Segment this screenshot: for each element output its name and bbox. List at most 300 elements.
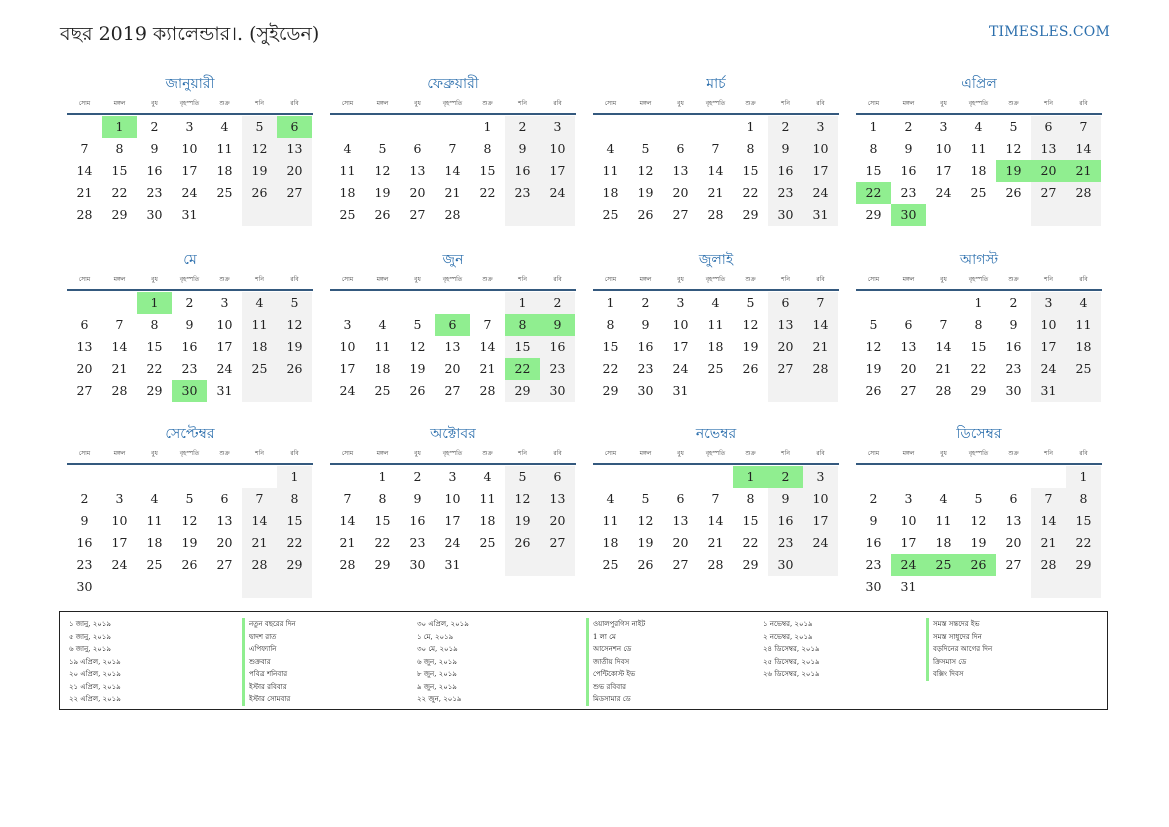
legend-holiday-name: বক্সিং দিবস	[926, 668, 963, 681]
week-row	[67, 116, 313, 138]
day-cell: 16	[1005, 339, 1022, 354]
weekday-label: শনি	[781, 100, 790, 107]
weekday-header	[330, 94, 576, 115]
day-cell: 29	[970, 383, 987, 398]
day-cell: 5	[746, 295, 755, 310]
day-cell: 22	[742, 535, 759, 550]
week-row	[330, 532, 576, 554]
day-cell: 22	[1066, 532, 1101, 554]
week-row	[330, 182, 576, 204]
empty-cell	[926, 466, 961, 488]
weekday-label: মঙ্গল	[376, 100, 389, 107]
day-cell: 3	[904, 491, 913, 506]
day-cell: 11	[602, 513, 619, 528]
day-cell: 23	[146, 185, 163, 200]
weekday-header	[593, 94, 839, 115]
day-cell: 6	[768, 292, 803, 314]
day-cell: 18	[146, 535, 163, 550]
day-cell: 18	[216, 163, 233, 178]
empty-cell	[926, 576, 961, 598]
month-name: ফেব্রুয়ারী	[427, 76, 479, 92]
day-cell: 6	[676, 491, 685, 506]
day-cell: 21	[76, 185, 93, 200]
day-cell: 18	[602, 535, 619, 550]
weekday-label: বৃহস্পতি	[179, 276, 200, 283]
day-cell: 26	[409, 383, 426, 398]
day-cell: 11	[216, 141, 233, 156]
empty-cell	[330, 116, 365, 138]
day-cell: 18	[970, 163, 987, 178]
day-cell: 27	[1031, 182, 1066, 204]
day-cell: 7	[939, 317, 948, 332]
week-row	[330, 554, 576, 576]
day-cell: 15	[865, 163, 882, 178]
day-cell: 8	[483, 141, 492, 156]
empty-cell	[277, 576, 312, 598]
weekday-header	[593, 270, 839, 291]
day-cell: 12	[505, 488, 540, 510]
day-cell: 18	[479, 513, 496, 528]
weekday-label: সোম	[78, 276, 91, 283]
empty-cell	[540, 204, 575, 226]
day-cell: 10	[181, 141, 198, 156]
week-row	[67, 576, 313, 598]
day-cell: 8	[378, 491, 387, 506]
month-name: সেপ্টেম্বর	[165, 426, 215, 442]
day-cell: 12	[742, 317, 759, 332]
weekday-label: সোম	[604, 276, 617, 283]
empty-cell	[1031, 466, 1066, 488]
weekday-label: রবি	[553, 100, 562, 107]
day-cell: 19	[637, 185, 654, 200]
week-row	[330, 336, 576, 358]
day-cell: 8	[277, 488, 312, 510]
empty-cell	[628, 466, 663, 488]
day-cell: 31	[444, 557, 461, 572]
day-cell: 17	[444, 513, 461, 528]
day-cell: 22	[111, 185, 128, 200]
day-cell: 29	[1066, 554, 1101, 576]
weekday-label: শনি	[1044, 276, 1053, 283]
legend-date: ২৬ ডিসেম্বর, ২০১৯	[763, 670, 820, 678]
day-cell: 14	[479, 339, 496, 354]
day-cell: 4	[711, 295, 720, 310]
day-cell: 13	[1031, 138, 1066, 160]
weekday-label: মঙ্গল	[639, 276, 652, 283]
day-cell: 28	[242, 554, 277, 576]
weekday-label: সোম	[341, 450, 354, 457]
day-cell: 6	[1009, 491, 1018, 506]
empty-cell	[663, 466, 698, 488]
day-cell: 24	[803, 182, 838, 204]
day-cell: 10	[803, 488, 838, 510]
day-cell: 24	[891, 554, 926, 576]
month-block	[330, 424, 576, 576]
weekday-label: সোম	[341, 276, 354, 283]
month-name: মে	[183, 252, 197, 268]
day-cell: 12	[865, 339, 882, 354]
weekday-label: শুক্র	[745, 100, 756, 107]
legend-holiday-name: আসেনশন ডে	[586, 643, 631, 656]
day-cell: 21	[339, 535, 356, 550]
holiday-legend	[59, 611, 1108, 710]
day-cell: 20	[216, 535, 233, 550]
day-cell: 30	[76, 579, 93, 594]
day-cell: 25	[602, 207, 619, 222]
week-row	[593, 510, 839, 532]
weekday-label: সোম	[867, 100, 880, 107]
day-cell: 13	[540, 488, 575, 510]
weekday-header	[67, 94, 313, 115]
day-cell: 26	[374, 207, 391, 222]
day-cell: 17	[181, 163, 198, 178]
legend-date: ৫ জানু, ২০১৯	[69, 632, 111, 641]
empty-cell	[330, 292, 365, 314]
day-cell: 3	[803, 116, 838, 138]
day-cell: 24	[935, 185, 952, 200]
day-cell: 17	[935, 163, 952, 178]
weekday-label: মঙ্গল	[902, 276, 915, 283]
legend-holiday-name: ইস্টার রবিবার	[242, 681, 287, 694]
day-cell: 27	[409, 207, 426, 222]
day-cell: 7	[80, 141, 89, 156]
legend-date: ২৪ ডিসেম্বর, ২০১৯	[763, 645, 820, 653]
day-cell: 23	[768, 532, 803, 554]
day-cell: 3	[115, 491, 124, 506]
day-cell: 11	[935, 513, 952, 528]
day-cell: 8	[115, 141, 124, 156]
day-cell: 10	[935, 141, 952, 156]
legend-date: ২১ এপ্রিল, ২০১৯	[69, 682, 121, 691]
weekday-label: বৃহস্পতি	[968, 450, 989, 457]
empty-cell	[172, 576, 207, 598]
weekday-header	[856, 270, 1102, 291]
empty-cell	[1066, 204, 1101, 226]
legend-holiday-name: পেন্টিকোস্ট ইভ	[586, 668, 635, 681]
day-cell: 26	[961, 554, 996, 576]
day-cell: 13	[216, 513, 233, 528]
week-row	[593, 466, 839, 488]
day-cell: 2	[768, 116, 803, 138]
day-cell: 12	[242, 138, 277, 160]
day-cell: 19	[996, 160, 1031, 182]
day-cell: 12	[181, 513, 198, 528]
day-cell: 15	[742, 513, 759, 528]
day-cell: 13	[76, 339, 93, 354]
day-cell: 2	[904, 119, 913, 134]
legend-holiday-name: দ্বাদশ রাত	[242, 631, 276, 644]
day-cell: 23	[540, 358, 575, 380]
day-cell: 17	[900, 535, 917, 550]
empty-cell	[1066, 576, 1101, 598]
weekday-header	[593, 444, 839, 465]
day-cell: 28	[339, 557, 356, 572]
empty-cell	[277, 380, 312, 402]
day-cell: 25	[926, 554, 961, 576]
legend-date: ৩০ এপ্রিল, ২০১৯	[417, 620, 469, 628]
day-cell: 8	[1066, 488, 1101, 510]
month-name: ডিসেম্বর	[956, 426, 1002, 442]
day-cell: 20	[540, 510, 575, 532]
day-cell: 22	[856, 182, 891, 204]
day-cell: 29	[111, 207, 128, 222]
day-cell: 2	[540, 292, 575, 314]
weekday-label: শনি	[781, 276, 790, 283]
day-cell: 9	[505, 138, 540, 160]
day-cell: 6	[220, 491, 229, 506]
legend-date: ২২ জুন, ২০১৯	[417, 695, 462, 703]
empty-cell	[926, 292, 961, 314]
legend-holiday-name: শুক্রবার	[242, 656, 271, 669]
day-cell: 25	[479, 535, 496, 550]
day-cell: 30	[540, 380, 575, 402]
day-cell: 14	[242, 510, 277, 532]
empty-cell	[242, 204, 277, 226]
legend-holiday-name: শুভ রবিবার	[586, 681, 626, 694]
day-cell: 23	[900, 185, 917, 200]
day-cell: 8	[746, 491, 755, 506]
day-cell: 15	[111, 163, 128, 178]
day-cell: 1	[102, 116, 137, 138]
day-cell: 22	[602, 361, 619, 376]
week-row	[856, 336, 1102, 358]
day-cell: 22	[479, 185, 496, 200]
empty-cell	[663, 116, 698, 138]
day-cell: 10	[216, 317, 233, 332]
day-cell: 29	[865, 207, 882, 222]
day-cell: 6	[676, 141, 685, 156]
legend-holiday-name: জাতীয় দিবস	[586, 656, 629, 669]
weekday-label: রবি	[816, 276, 825, 283]
weekday-label: সোম	[867, 450, 880, 457]
day-cell: 30	[172, 380, 207, 402]
day-cell: 22	[742, 185, 759, 200]
day-cell: 10	[111, 513, 128, 528]
day-cell: 5	[185, 491, 194, 506]
weekday-label: শনি	[1044, 450, 1053, 457]
month-block	[856, 250, 1102, 402]
day-cell: 20	[900, 361, 917, 376]
week-row	[67, 466, 313, 488]
day-cell: 23	[865, 557, 882, 572]
day-cell: 16	[409, 513, 426, 528]
day-cell: 19	[242, 160, 277, 182]
day-cell: 1	[606, 295, 615, 310]
day-cell: 4	[606, 141, 615, 156]
day-cell: 24	[216, 361, 233, 376]
day-cell: 16	[768, 510, 803, 532]
legend-holiday-name: বড়দিনের আগের দিন	[926, 643, 992, 656]
weekday-label: বৃহস্পতি	[968, 100, 989, 107]
day-cell: 7	[483, 317, 492, 332]
weekday-label: বুধ	[677, 450, 684, 457]
day-cell: 19	[277, 336, 312, 358]
day-cell: 21	[242, 532, 277, 554]
day-cell: 18	[339, 185, 356, 200]
day-cell: 13	[768, 314, 803, 336]
empty-cell	[891, 466, 926, 488]
weekday-label: শুক্র	[482, 276, 493, 283]
day-cell: 31	[1031, 380, 1066, 402]
empty-cell	[996, 466, 1031, 488]
weekday-label: রবি	[816, 100, 825, 107]
page-title: বছর 2019 ক্যালেন্ডার।. (সুইডেন)	[60, 23, 320, 45]
weekday-label: বুধ	[677, 100, 684, 107]
day-cell: 11	[339, 163, 356, 178]
day-cell: 21	[803, 336, 838, 358]
day-cell: 4	[150, 491, 159, 506]
day-cell: 13	[444, 339, 461, 354]
day-cell: 25	[602, 557, 619, 572]
day-cell: 28	[803, 358, 838, 380]
day-cell: 6	[413, 141, 422, 156]
day-cell: 13	[1005, 513, 1022, 528]
day-cell: 4	[242, 292, 277, 314]
legend-date: ২ নভেম্বর, ২০১৯	[763, 632, 813, 641]
empty-cell	[698, 466, 733, 488]
day-cell: 5	[242, 116, 277, 138]
day-cell: 1	[974, 295, 983, 310]
day-cell: 17	[111, 535, 128, 550]
month-name: মার্চ	[706, 76, 726, 92]
day-cell: 3	[676, 295, 685, 310]
day-cell: 23	[76, 557, 93, 572]
weekday-label: শুক্র	[219, 276, 230, 283]
day-cell: 21	[444, 185, 461, 200]
day-cell: 28	[479, 383, 496, 398]
day-cell: 28	[707, 557, 724, 572]
day-cell: 19	[505, 510, 540, 532]
day-cell: 1	[1066, 466, 1101, 488]
day-cell: 14	[803, 314, 838, 336]
weekday-label: রবি	[290, 450, 299, 457]
day-cell: 27	[216, 557, 233, 572]
weekday-label: শুক্র	[482, 100, 493, 107]
empty-cell	[996, 576, 1031, 598]
empty-cell	[540, 554, 575, 576]
day-cell: 19	[742, 339, 759, 354]
empty-cell	[330, 466, 365, 488]
empty-cell	[102, 576, 137, 598]
day-cell: 11	[1066, 314, 1101, 336]
week-row	[593, 314, 839, 336]
day-cell: 5	[505, 466, 540, 488]
day-cell: 6	[80, 317, 89, 332]
day-cell: 14	[444, 163, 461, 178]
month-block	[593, 250, 839, 402]
day-cell: 29	[602, 383, 619, 398]
weekday-label: মঙ্গল	[113, 450, 126, 457]
day-cell: 16	[146, 163, 163, 178]
day-cell: 15	[602, 339, 619, 354]
day-cell: 30	[146, 207, 163, 222]
day-cell: 3	[540, 116, 575, 138]
day-cell: 11	[479, 491, 496, 506]
day-cell: 5	[641, 141, 650, 156]
day-cell: 25	[242, 358, 277, 380]
weekday-label: মঙ্গল	[376, 450, 389, 457]
week-row	[67, 532, 313, 554]
day-cell: 3	[803, 466, 838, 488]
day-cell: 19	[970, 535, 987, 550]
day-cell: 5	[974, 491, 983, 506]
day-cell: 15	[479, 163, 496, 178]
weekday-label: শনি	[1044, 100, 1053, 107]
day-cell: 14	[707, 513, 724, 528]
day-cell: 20	[768, 336, 803, 358]
day-cell: 26	[637, 557, 654, 572]
day-cell: 8	[974, 317, 983, 332]
empty-cell	[698, 116, 733, 138]
day-cell: 4	[220, 119, 229, 134]
day-cell: 15	[970, 339, 987, 354]
day-cell: 28	[935, 383, 952, 398]
day-cell: 19	[409, 361, 426, 376]
weekday-label: মঙ্গল	[639, 100, 652, 107]
day-cell: 25	[374, 383, 391, 398]
empty-cell	[435, 116, 470, 138]
day-cell: 9	[1009, 317, 1018, 332]
week-row	[593, 532, 839, 554]
day-cell: 25	[216, 185, 233, 200]
legend-holiday-name: নতুন বছরের দিন	[242, 618, 296, 631]
day-cell: 8	[746, 141, 755, 156]
day-cell: 17	[1031, 336, 1066, 358]
day-cell: 17	[216, 339, 233, 354]
day-cell: 26	[1005, 185, 1022, 200]
day-cell: 14	[111, 339, 128, 354]
day-cell: 13	[672, 163, 689, 178]
day-cell: 2	[150, 119, 159, 134]
empty-cell	[67, 292, 102, 314]
day-cell: 19	[374, 185, 391, 200]
week-row	[856, 358, 1102, 380]
legend-holiday-name: ক্রিসমাস ডে	[926, 656, 966, 669]
weekday-label: রবি	[553, 450, 562, 457]
day-cell: 8	[869, 141, 878, 156]
weekday-label: বৃহস্পতি	[705, 276, 726, 283]
empty-cell	[996, 204, 1031, 226]
day-cell: 13	[409, 163, 426, 178]
day-cell: 12	[637, 163, 654, 178]
day-cell: 28	[1066, 182, 1101, 204]
empty-cell	[137, 576, 172, 598]
day-cell: 16	[540, 336, 575, 358]
weekday-label: বৃহস্পতি	[705, 100, 726, 107]
day-cell: 24	[1031, 358, 1066, 380]
week-row	[67, 138, 313, 160]
week-row	[856, 314, 1102, 336]
site-link[interactable]: TIMESLES.COM	[989, 24, 1110, 40]
legend-date: ১ জানু, ২০১৯	[69, 620, 111, 628]
month-name: জানুয়ারী	[165, 76, 215, 92]
day-cell: 28	[111, 383, 128, 398]
day-cell: 1	[378, 469, 387, 484]
week-row	[593, 116, 839, 138]
day-cell: 31	[803, 204, 838, 226]
day-cell: 25	[339, 207, 356, 222]
week-row	[856, 466, 1102, 488]
day-cell: 1	[277, 466, 312, 488]
month-block	[67, 424, 313, 598]
empty-cell	[102, 466, 137, 488]
day-cell: 6	[540, 466, 575, 488]
weekday-label: বুধ	[414, 450, 421, 457]
weekday-label: বৃহস্পতি	[179, 450, 200, 457]
empty-cell	[67, 116, 102, 138]
weekday-label: শুক্র	[1008, 450, 1019, 457]
weekday-label: শুক্র	[219, 450, 230, 457]
